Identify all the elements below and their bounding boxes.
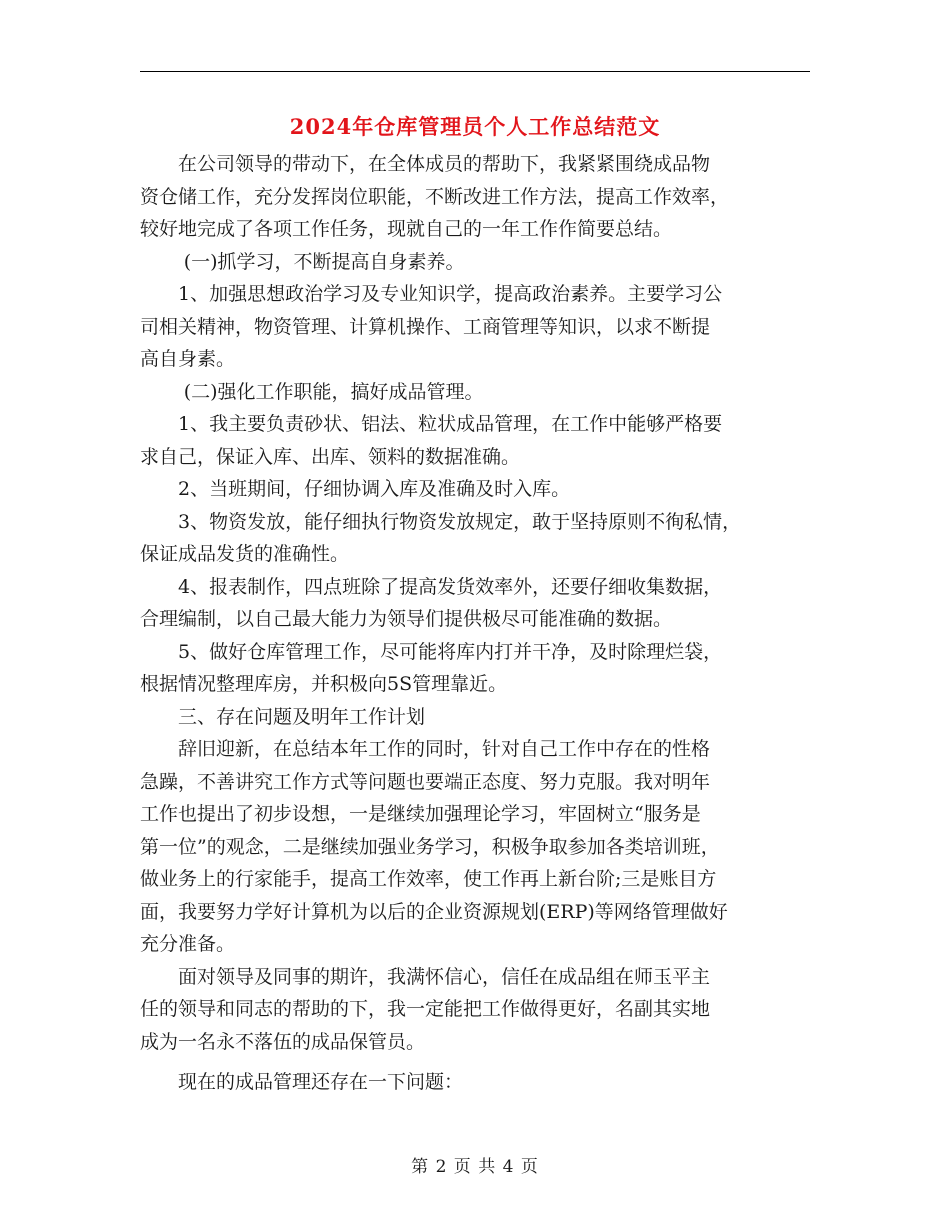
- text-line: 3、物资发放，能仔细执行物资发放规定，敢于坚持原则不徇私情，: [178, 510, 742, 533]
- text-line: 根据情况整理库房，并积极向5S管理靠近。: [140, 673, 508, 695]
- text-line: 1、加强思想政治学习及专业知识学，提高政治素养。主要学习公: [178, 283, 723, 305]
- text-line: 充分准备。: [140, 933, 236, 955]
- text-line: 司相关精神，物资管理、计算机操作、工商管理等知识，以求不断提: [140, 315, 711, 338]
- text-line: 任的领导和同志的帮助的下，我一定能把工作做得更好，名副其实地: [140, 998, 711, 1020]
- text-line: (一)抓学习，不断提高自身素养。: [183, 250, 465, 273]
- text-line: 第一位”的观念，二是继续加强业务学习，积极争取参加各类培训班，: [140, 835, 720, 858]
- section-heading-2: [140, 376, 810, 409]
- document-body: [140, 148, 810, 1099]
- text-line: 高自身素。: [140, 348, 236, 370]
- document-title: 2024年仓库管理员个人工作总结范文: [289, 114, 661, 139]
- paragraph-intro: [140, 148, 810, 246]
- paragraph-plan: [140, 733, 810, 961]
- page-footer: 第 2 页 共 4 页: [411, 1157, 539, 1177]
- paragraph-item-1: [140, 408, 810, 473]
- text-line: 现在的成品管理还存在一下问题：: [178, 1071, 464, 1093]
- paragraph-outlook: [140, 961, 810, 1059]
- text-line: 2、当班期间，仔细协调入库及准确及时入库。: [178, 478, 571, 500]
- header-rule: [140, 71, 810, 72]
- text-line: 保证成品发货的准确性。: [140, 543, 350, 565]
- text-line: 1、我主要负责砂状、铝法、粒状成品管理，在工作中能够严格要: [178, 413, 723, 435]
- section-heading-3: [140, 701, 810, 734]
- text-line: 做业务上的行家能手，提高工作效率，使工作再上新台阶;三是账目方: [140, 868, 717, 890]
- paragraph-study: [140, 278, 810, 376]
- paragraph-item-4: [140, 571, 810, 636]
- paragraph-item-5: [140, 636, 810, 701]
- paragraph-item-3: [140, 506, 810, 571]
- text-line: 成为一名永不落伍的成品保管员。: [140, 1030, 426, 1053]
- text-line: 资仓储工作，充分发挥岗位职能，不断改进工作方法，提高工作效率，: [140, 185, 730, 208]
- text-line: 工作也提出了初步设想，一是继续加强理论学习，牢固树立“服务是: [140, 803, 701, 825]
- section-heading-1: [140, 246, 810, 279]
- text-line: (二)强化工作职能，搞好成品管理。: [183, 380, 484, 403]
- text-line: 在公司领导的带动下，在全体成员的帮助下，我紧紧围绕成品物: [178, 153, 711, 175]
- text-line: 辞旧迎新，在总结本年工作的同时，针对自己工作中存在的性格: [178, 738, 711, 760]
- text-line: 5、做好仓库管理工作，尽可能将库内打并干净，及时除理烂袋，: [178, 640, 723, 663]
- text-line: 合理编制，以自己最大能力为领导们提供极尽可能准确的数据。: [140, 608, 673, 630]
- paragraph-problems: [140, 1066, 810, 1099]
- text-line: 面对领导及同事的期许，我满怀信心，信任在成品组在师玉平主: [178, 965, 711, 988]
- text-line: 4、报表制作，四点班除了提高发货效率外，还要仔细收集数据，: [178, 575, 723, 598]
- text-line: 较好地完成了各项工作任务，现就自己的一年工作作简要总结。: [140, 218, 673, 240]
- text-line: 急躁，不善讲究工作方式等问题也要端正态度、努力克服。我对明年: [140, 770, 711, 793]
- paragraph-item-2: [140, 473, 810, 506]
- text-line: 面，我要努力学好计算机为以后的企业资源规划(ERP)等网络管理做好: [140, 900, 728, 923]
- text-line: 求自己，保证入库、出库、领料的数据准确。: [140, 445, 521, 468]
- text-line: 三、存在问题及明年工作计划: [178, 705, 426, 728]
